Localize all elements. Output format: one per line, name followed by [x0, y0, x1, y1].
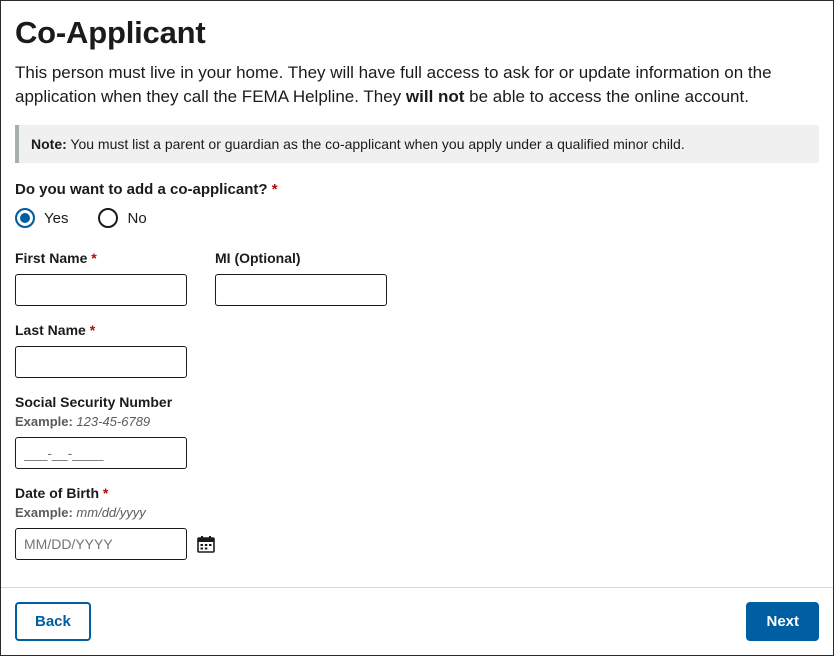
last-name-block [15, 322, 819, 378]
ssn-example [15, 414, 819, 429]
intro-paragraph [15, 61, 805, 109]
ssn-example-value: 123-45-6789 [72, 414, 151, 429]
radio-option-no[interactable] [98, 208, 146, 228]
dob-input-row [15, 528, 819, 560]
middle-initial-label: MI (Optional) [215, 250, 301, 266]
note-text: You must list a parent or guardian as the co-applicant when you apply under a qualified minor child. [66, 136, 685, 152]
dob-example-value: mm/dd/yyyy [72, 505, 146, 520]
required-indicator: * [89, 322, 96, 338]
name-field-row [15, 250, 819, 322]
back-button[interactable]: Back [15, 602, 91, 641]
last-name-label-text: Last Name [15, 322, 86, 338]
dob-input[interactable] [15, 528, 187, 560]
ssn-label: Social Security Number [15, 394, 173, 410]
ssn-input[interactable] [15, 437, 187, 469]
form-footer [1, 587, 833, 655]
intro-text-part1: This person must live in your home. They will have full access to ask for or update information on the application when they call the FEMA Helpline. They [15, 63, 772, 106]
question-text: Do you want to add a co-applicant? [15, 181, 268, 198]
dob-block [15, 485, 819, 560]
radio-yes-label: Yes [44, 209, 69, 227]
co-applicant-radio-group [15, 208, 819, 228]
form-content [1, 1, 833, 587]
dob-example [15, 505, 819, 520]
middle-initial-block [215, 250, 387, 306]
required-indicator: * [91, 250, 97, 266]
first-name-label [15, 250, 187, 266]
required-indicator: * [271, 181, 278, 198]
last-name-label [15, 322, 819, 338]
co-applicant-question-label [15, 181, 819, 198]
first-name-block [15, 250, 187, 306]
ssn-example-label: Example: [15, 414, 73, 429]
calendar-icon[interactable] [197, 535, 215, 553]
radio-option-yes[interactable] [15, 208, 68, 228]
page-title: Co-Applicant [15, 15, 206, 50]
dob-example-label: Example: [15, 505, 73, 520]
first-name-label-text: First Name [15, 250, 88, 266]
ssn-block [15, 394, 819, 469]
radio-yes-icon[interactable] [15, 208, 35, 228]
required-indicator: * [102, 485, 109, 501]
note-callout [15, 125, 819, 163]
middle-initial-input[interactable] [215, 274, 387, 306]
note-label: Note: [31, 136, 67, 152]
dob-label [15, 485, 819, 501]
intro-text-emphasis: will not [405, 87, 465, 106]
first-name-input[interactable] [15, 274, 187, 306]
last-name-input[interactable] [15, 346, 187, 378]
radio-no-icon[interactable] [98, 208, 118, 228]
radio-no-label: No [127, 209, 147, 227]
intro-text-part2: be able to access the online account. [464, 87, 749, 106]
next-button[interactable]: Next [746, 602, 819, 641]
dob-label-text: Date of Birth [15, 485, 99, 501]
